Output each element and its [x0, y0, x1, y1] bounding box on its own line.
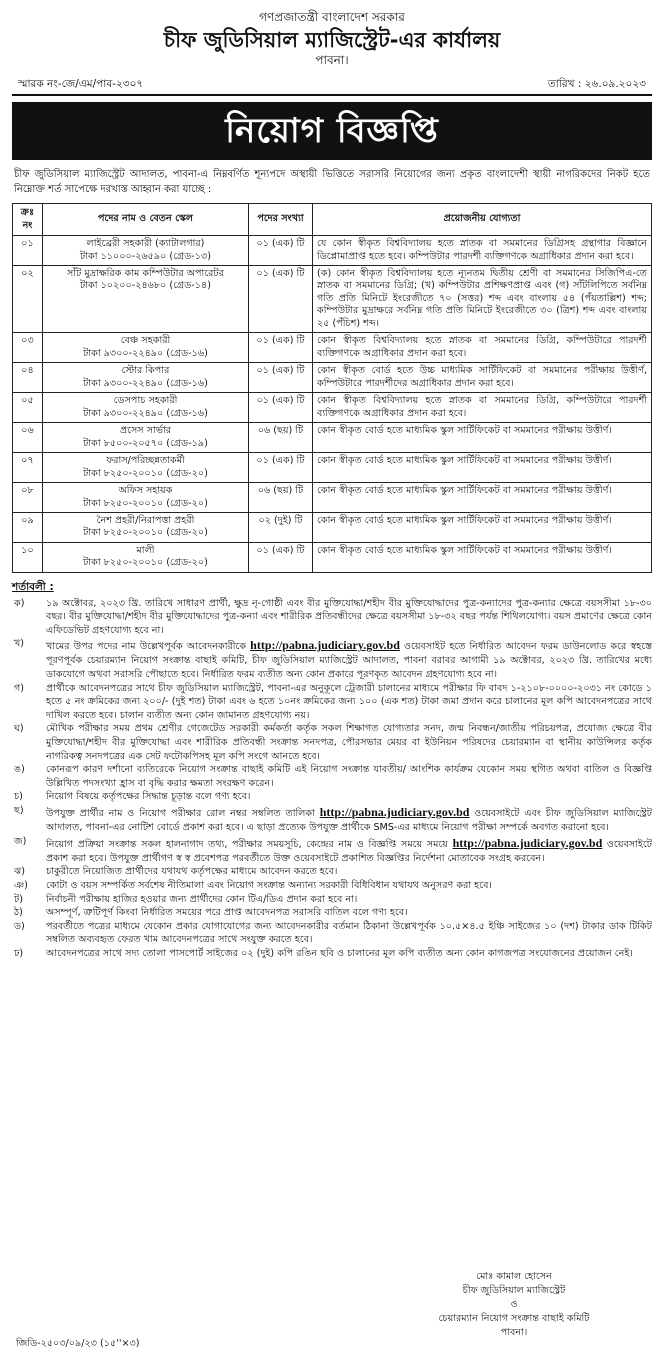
post-pay-scale: টাকা ৯৩০০-২২৪৯০ (গ্রেড-১৬)	[83, 407, 208, 419]
row-serial: ০৭	[13, 453, 43, 483]
vacancy-rows	[13, 236, 652, 573]
reference-row	[12, 78, 652, 96]
term-item	[12, 835, 652, 866]
signatory-committee: চেয়ারম্যান নিয়োগ সংক্রান্ত বাছাই কমিটি	[438, 1312, 590, 1324]
term-text-segment: খামের উপর পদের নাম উল্লেখপূর্বক আবেদনকারীকে	[46, 641, 251, 653]
term-text	[46, 722, 652, 763]
term-text	[46, 865, 652, 879]
post-name: ডেসপাচ সহকারী	[113, 395, 178, 407]
term-text-segment: পরবর্তীতে পত্রের মাধ্যমে যেকোন প্রকার যোগাযোগের জন্য আবেদনকারীর বর্তমান ঠিকানা উল্লেখপূর্বক ১০.৫×৪.৫ ইঞ্চি সাইজের ১০ (দশ) টাকার ডাক টিকিট সম্বলিত অব্যবহৃত ফেরত খাম আবেদনপত্রের সাথে সংযুক্ত করতে হবে।	[46, 920, 652, 946]
term-text-segment: ১৯ অক্টোবর, ২০২৩ খ্রি. তারিখে সাধারণ প্রার্থী, ক্ষুদ্র নৃ-গোষ্ঠী এবং বীর মুক্তিযোদ্ধা/শহীদ বীর মুক্তিযোদ্ধাদের পুত্র-কন্যাদের পুত্র-কন্যার ক্ষেত্রে বয়সসীমা ১৮-৩০ বছর। বীর মুক্তিযোদ্ধা/শহীদ বীর মুক্তিযোদ্ধাদের পুত্র-কন্যা এবং শারীরিক প্রতিবন্ধীদের ক্ষেত্রে বয়সসীমা ১৮-৩২ বছর পর্যন্ত শিথিলযোগ্য। বয়স প্রমাণের ক্ষেত্রে কোন এফিডেভিট গ্রহণযোগ্য হবে না।	[46, 597, 652, 636]
post-name: বেঞ্চ সহকারী	[120, 335, 171, 347]
notice-date: তারিখ : ২৬.০৯.২০২৩	[547, 78, 646, 91]
term-text-segment: চাকুরীতে নিয়োজিত প্রার্থীদের যথাযথ কর্তৃপক্ষের মাধ্যমে আবেদন করতে হবে।	[46, 866, 338, 878]
row-post	[43, 423, 249, 453]
term-label: খ)	[14, 638, 25, 650]
table-row	[13, 393, 652, 423]
term-text-segment: আবেদনপত্রের সাথে সদ্য তোলা পাসপোর্ট সাইজের ০২ (দুই) কপি রঙিন ছবি ও চালানের মূল কপি ব্যতীত অন্য কোন কাগজপত্র সংযোজনের প্রয়োজন নেই।	[46, 948, 633, 959]
row-serial: ০৬	[13, 423, 43, 453]
office-title: চীফ জুডিসিয়াল ম্যাজিস্ট্রেট-এর কার্যালয়	[163, 27, 501, 52]
row-post	[43, 266, 249, 333]
term-label: জ)	[14, 835, 27, 847]
row-post-count: ০১ (এক) টি	[249, 393, 313, 423]
post-name: সাঁট মুদ্রাক্ষরিক কাম কম্পিউটার অপারেটর	[67, 268, 224, 280]
term-label: ঘ)	[14, 723, 24, 735]
signatory-designation: চীফ জুডিসিয়াল ম্যাজিস্ট্রেট	[462, 1284, 566, 1296]
term-text	[46, 597, 652, 638]
term-label: চ)	[14, 791, 23, 803]
post-pay-scale: টাকা ৯৩০০-২২৪৯০ (গ্রেড-১৬)	[83, 347, 208, 359]
table-row	[13, 542, 652, 572]
term-item	[12, 790, 652, 804]
table-row	[13, 483, 652, 513]
term-item	[12, 722, 652, 763]
title-banner	[12, 102, 652, 160]
row-post-count: ০১ (এক) টি	[249, 363, 313, 393]
row-post-count: ০৬ (ছয়) টি	[249, 423, 313, 453]
row-serial: ০১	[13, 236, 43, 266]
header-post: পদের নাম ও বেতন স্কেল	[43, 204, 249, 236]
terms-list	[12, 597, 652, 961]
term-label: ঝ)	[14, 866, 26, 878]
term-item	[12, 597, 652, 638]
table-row	[13, 333, 652, 363]
term-text-segment: ওয়েবসাইটে এবং চীফ জুডিসিয়াল ম্যাজিস্ট্রেট আদালত, পাবনা-এর নোটিশ বোর্ডে প্রকাশ করা হবে। এ ছাড়া প্রত্যেক উপযুক্ত প্রার্থীকে SMS-এর মাধ্যমে নিয়োগ পরীক্ষা সম্পর্কে অবগত করানো হবে।	[46, 808, 652, 834]
term-text-segment: নির্বাচনী পরীক্ষায় হাজির হওয়ার জন্য প্রার্থীদের কোন টিএ/ডিএ প্রদান করা হবে না।	[46, 893, 358, 905]
signature-block	[404, 1270, 624, 1340]
term-text	[46, 893, 652, 907]
term-item	[12, 879, 652, 893]
post-pay-scale: টাকা ৮২৫০-২০০১০ (গ্রেড-২০)	[83, 467, 208, 479]
post-name: অফিস সহায়ক	[118, 485, 173, 497]
row-qualification: কোন স্বীকৃত বিশ্ববিদ্যালয় হতে স্নাতক বা সমমানের ডিগ্রি, কম্পিউটারে পারদর্শী ব্যক্তিগণকে অগ্রাধিকার প্রদান করা হবে।	[313, 333, 652, 363]
row-post-count: ০১ (এক) টি	[249, 453, 313, 483]
term-text-segment: প্রার্থীকে আবেদনপত্রের সাথে চীফ জুডিসিয়াল ম্যাজিস্ট্রেট, পাবনা-এর অনুকূলে ট্রেজারী চালানের মাধ্যমে পরীক্ষার ফি বাবদ ১-২১০৮-০০০০-২০৩১ নং কোডে ১ হতে ৫ নং ক্রমিকের জন্য ২০০/- (দুই শত) টাকা এবং ৬ হতে ১০নং ক্রমিকের জন্য ১০০ (এক শত) টাকা জমা প্রদান করে চালানের মূল কপি আবেদনপত্রের সাথে দাখিল করতে হবে। চালান ব্যতীত অন্য কোন জামানত গ্রহণযোগ্য নয়।	[46, 682, 652, 721]
footer-code: জিডি-২৫০৩/০৯/২৩ (১৫''×৩)	[16, 1338, 140, 1349]
table-row	[13, 363, 652, 393]
row-post	[43, 483, 249, 513]
table-row	[13, 236, 652, 266]
row-qualification: কোন স্বীকৃত বোর্ড হতে মাধ্যমিক স্কুল সার্টিফিকেট বা সমমানের পরীক্ষায় উত্তীর্ণ।	[313, 542, 652, 572]
post-name: নৈশ প্রহরী/নিরাপত্তা প্রহরী	[96, 514, 195, 526]
row-qualification: যে কোন স্বীকৃত বিশ্ববিদ্যালয় হতে স্নাতক বা সমমানের ডিগ্রিসহ গ্রন্থাগার বিজ্ঞানে ডিপ্লোমাপ্রাপ্ত হতে হবে। কম্পিউটার পারদর্শী ব্যক্তিগণকে অগ্রাধিকার প্রদান করা হবে।	[313, 236, 652, 266]
post-name: মালী	[136, 544, 155, 556]
row-serial: ০৮	[13, 483, 43, 513]
website-link[interactable]: http://pabna.judiciary.gov.bd	[452, 835, 603, 850]
term-text	[46, 763, 652, 790]
notice-title: নিয়োগ বিজ্ঞপ্তি	[225, 110, 439, 151]
term-label: গ)	[14, 682, 25, 694]
row-post-count: ০২ (দুই) টি	[249, 512, 313, 542]
post-name: ফরাস/পরিচ্ছন্নতাকর্মী	[106, 455, 185, 467]
post-pay-scale: টাকা ৮২৫০-২০০১০ (গ্রেড-২০)	[83, 527, 208, 539]
row-qualification: কোন স্বীকৃত বোর্ড হতে মাধ্যমিক স্কুল সার্টিফিকেট বা সমমানের পরীক্ষায় উত্তীর্ণ।	[313, 423, 652, 453]
term-item	[12, 804, 652, 835]
post-pay-scale: টাকা ৮২৫০-২০০১০ (গ্রেড-২০)	[83, 557, 208, 569]
row-post	[43, 512, 249, 542]
row-post	[43, 453, 249, 483]
term-text	[46, 906, 652, 920]
term-text-segment: ওয়েবসাইট হতে নির্ধারিত আবেদন ফরম ডাউনলোড করে স্বহস্তে পূরণপূর্বক চেয়ারম্যান নিয়োগ সংক্রান্ত বাছাই কমিটি, চীফ জুডিসিয়াল ম্যাজিস্ট্রেট আদালত, পাবনা বরাবর আগামী ১৯ অক্টোবর, ২০২৩ খ্রি. তারিখের মধ্যে ডাকযোগে অথবা সরাসরি পৌছাতে হবে। নির্ধারিত ফরম ব্যতীত অন্য কোন প্রকারে পূরণকৃত আবেদন গ্রহণযোগ্য হবে না।	[46, 641, 652, 680]
term-item	[12, 906, 652, 920]
term-text	[46, 920, 652, 947]
post-pay-scale: টাকা ১০২০০-২৪৬৮০ (গ্রেড-১৪)	[80, 280, 211, 292]
term-item	[12, 920, 652, 947]
row-post	[43, 393, 249, 423]
row-qualification: কোন স্বীকৃত বিশ্ববিদ্যালয় হতে স্নাতক বা সমমানের ডিগ্রি, কম্পিউটারে পারদর্শী ব্যক্তিগণকে অগ্রাধিকার প্রদান করা হবে।	[313, 393, 652, 423]
term-label: ড)	[14, 920, 25, 932]
row-post	[43, 542, 249, 572]
row-post	[43, 236, 249, 266]
term-text-segment: নিয়োগ বিষয়ে কর্তৃপক্ষের সিদ্ধান্ত চূড়ান্ত বলে গণ্য হবে।	[46, 791, 251, 803]
term-text	[46, 879, 652, 893]
term-text	[46, 790, 652, 804]
term-text-segment: কোনরূপ কারণ দর্শানো ব্যতিরেকে নিয়োগ সংক্রান্ত বাছাই কমিটি এই নিয়োগ সংক্রান্ত যাবতীয়/ আংশিক কার্যক্রম যেকোন সময় স্থগিত অথবা বাতিল ও বিজ্ঞপ্তি উল্লিখিত পদসংখ্যা হ্রাস বা বৃদ্ধি করার ক্ষমতা সংরক্ষণ করেন।	[46, 764, 652, 789]
row-qualification: কোন স্বীকৃত বোর্ড হতে মাধ্যমিক স্কুল সার্টিফিকেট বা সমমানের পরীক্ষায় উত্তীর্ণ।	[313, 453, 652, 483]
term-text	[46, 682, 652, 723]
header-count: পদের সংখ্যা	[249, 204, 313, 236]
signatory-name: মোঃ কামাল হোসেন	[476, 1271, 552, 1282]
row-serial: ১০	[13, 542, 43, 572]
term-text	[46, 835, 652, 866]
post-name: প্রসেস সার্ভার	[119, 425, 172, 437]
office-city: পাবনা।	[315, 52, 349, 67]
term-item	[12, 947, 652, 961]
post-name: স্টোর কিপার	[121, 365, 170, 377]
post-pay-scale: টাকা ৮৫০০-২০৫৭০ (গ্রেড-১৯)	[83, 437, 208, 449]
term-label: ছ)	[14, 805, 24, 817]
row-serial: ০৫	[13, 393, 43, 423]
term-text-segment: কোটা ও বয়স সম্পর্কিত সর্বশেষ নীতিমালা এবং নিয়োগ সংক্রান্ত অন্যান্য সরকারী বিধিবিধান যথাযথ অনুসরণ করা হবে।	[46, 879, 492, 891]
signatory-and: ও	[510, 1298, 518, 1310]
row-post-count: ০৬ (ছয়) টি	[249, 483, 313, 513]
table-header-row	[13, 204, 652, 236]
term-text-segment: ওয়েবসাইটে প্রকাশ করা হবে। উপযুক্ত প্রার্থীগণ স্ব স্ব প্রবেশপত্র পরবর্তীতে উক্ত ওয়েবসাইটে প্রকাশিত বিজ্ঞপ্তির নির্দেশনা মোতাবেক সংগ্রহ করবেন।	[46, 838, 652, 864]
row-post-count: ০১ (এক) টি	[249, 236, 313, 266]
term-text-segment: নিয়োগ প্রক্রিয়া সংক্রান্ত সকল হালনাগাদ তথ্য, পরীক্ষার সময়সূচি, কেন্দ্রের নাম ও বিজ্ঞপ্তি সময়ে সময়ে	[46, 838, 453, 850]
row-post	[43, 333, 249, 363]
term-text-segment: মৌখিক পরীক্ষার সময় প্রথম শ্রেণীর গেজেটেড সরকারী কর্মকর্তা কর্তৃক সকল শিক্ষাগত যোগ্যতার সনদ, জন্ম নিবন্ধন/জাতীয় পরিচয়পত্র, প্রযোজ্য ক্ষেত্রে বীর মুক্তিযোদ্ধা/শহীদ বীর মুক্তিযোদ্ধা এবং শারীরিক প্রতিবন্ধী সংক্রান্ত সনদপত্র, পৌরসভার মেয়র বা ইউনিয়ন পরিষদের চেয়ারম্যান বা স্থানীয় কাউন্সিলর কর্তৃক নাগরিকত্ব সনদপত্রের এক সেট ফটোকপিসহ মূল কপি সংগে আনতে হবে।	[46, 723, 652, 762]
row-post-count: ০১ (এক) টি	[249, 542, 313, 572]
terms-title: শর্তাবলী :	[12, 580, 54, 593]
row-serial: ০৯	[13, 512, 43, 542]
table-row	[13, 423, 652, 453]
row-post-count: ০১ (এক) টি	[249, 333, 313, 363]
table-row	[13, 453, 652, 483]
post-pay-scale: টাকা ৯৩০০-২২৪৯০ (গ্রেড-১৬)	[83, 377, 208, 389]
header-serial: ক্রঃ নং	[13, 204, 43, 236]
term-item	[12, 865, 652, 879]
row-serial: ০২	[13, 266, 43, 333]
term-text-segment: অসম্পূর্ণ, ত্রুটিপূর্ণ কিংবা নির্ধারিত সময়ের পরে প্রাপ্ত আবেদনপত্র সরাসরি বাতিল বলে গণ্য হবে।	[46, 907, 408, 919]
post-pay-scale: টাকা ১১০০০-২৬৫৯০ (গ্রেড-১৩)	[80, 250, 211, 262]
term-text	[46, 804, 652, 835]
row-post-count: ০১ (এক) টি	[249, 266, 313, 333]
row-qualification: কোন স্বীকৃত বোর্ড হতে মাধ্যমিক স্কুল সার্টিফিকেট বা সমমানের পরীক্ষায় উত্তীর্ণ।	[313, 483, 652, 513]
term-label: ঠ)	[14, 907, 23, 919]
term-text	[46, 947, 652, 961]
website-link[interactable]: http://pabna.judiciary.gov.bd	[250, 638, 400, 653]
term-text-segment: উপযুক্ত প্রার্থীর নাম ও নিয়োগ পরীক্ষার রোল নম্বর সম্বলিত তালিকা	[46, 808, 320, 820]
row-qualification: (ক) কোন স্বীকৃত বিশ্ববিদ্যালয় হতে ন্যূনতম দ্বিতীয় শ্রেণী বা সমমানের সিজিপিএ-তে স্নাতক বা সমমানের ডিগ্রি; (খ) কম্পিউটার প্রশিক্ষণপ্রাপ্ত এবং (গ) সাঁটলিপিতে সর্বনিম্ন গতি প্রতি মিনিটে ইংরেজীতে ৭০ (সত্তর) শব্দ এবং বাংলায় ৫৪ (পঁয়তাল্লিশ) শব্দ; কম্পিউটার মুদ্রাক্ষরে সর্বনিম্ন গতি প্রতি মিনিটে ইংরেজীতে ৩০ (ত্রিশ) শব্দ এবং বাংলায় ২৫ (পঁচিশ) শব্দ।	[313, 266, 652, 333]
table-row	[13, 266, 652, 333]
term-item	[12, 763, 652, 790]
row-post	[43, 363, 249, 393]
term-label: ঞ)	[14, 879, 28, 891]
term-item	[12, 682, 652, 723]
term-label: ট)	[14, 893, 23, 905]
signatory-city: পাবনা।	[500, 1326, 528, 1338]
header-qualification: প্রয়োজনীয় যোগ্যতা	[313, 204, 652, 236]
term-item	[12, 637, 652, 681]
govt-name: গণপ্রজাতন্ত্রী বাংলাদেশ সরকার	[259, 10, 405, 24]
row-serial: ০৩	[13, 333, 43, 363]
table-row	[13, 512, 652, 542]
term-label: ক)	[14, 597, 25, 609]
website-link[interactable]: http://pabna.judiciary.gov.bd	[319, 805, 470, 820]
row-serial: ০৪	[13, 363, 43, 393]
memo-number: স্মারক নং-জে/এম/পাব-২৩০৭	[18, 78, 144, 91]
post-pay-scale: টাকা ৮২৫০-২০০১০ (গ্রেড-২০)	[83, 497, 208, 509]
term-label: ঢ)	[14, 948, 24, 959]
intro-paragraph: চীফ জুডিসিয়াল ম্যাজিস্ট্রেট আদালত, পাবনা-এ নিম্নবর্ণিত শূন্যপদে অস্থায়ী ভিত্তিতে সরাসরি নিয়োগের জন্য প্রকৃত বাংলাদেশী স্থায়ী নাগরিকদের নিকট হতে নিম্নোক্ত শর্ত সাপেক্ষে দরখাস্ত আহ্বান করা যাচ্ছে :	[14, 169, 650, 195]
post-name: লাইব্রেরী সহকারী (ক্যাটালগার)	[86, 238, 205, 250]
term-item	[12, 893, 652, 907]
row-qualification: কোন স্বীকৃত বোর্ড হতে উচ্চ মাধ্যমিক সার্টিফিকেট বা সমমানের পরীক্ষায় উত্তীর্ণ, কম্পিউটারে পারদর্শীদের অগ্রাধিকার প্রদান করা হবে।	[313, 363, 652, 393]
row-qualification: কোন স্বীকৃত বোর্ড হতে মাধ্যমিক স্কুল সার্টিফিকেট বা সমমানের পরীক্ষায় উত্তীর্ণ।	[313, 512, 652, 542]
vacancy-table	[12, 203, 652, 573]
term-label: ঙ)	[14, 764, 25, 776]
term-text	[46, 637, 652, 681]
